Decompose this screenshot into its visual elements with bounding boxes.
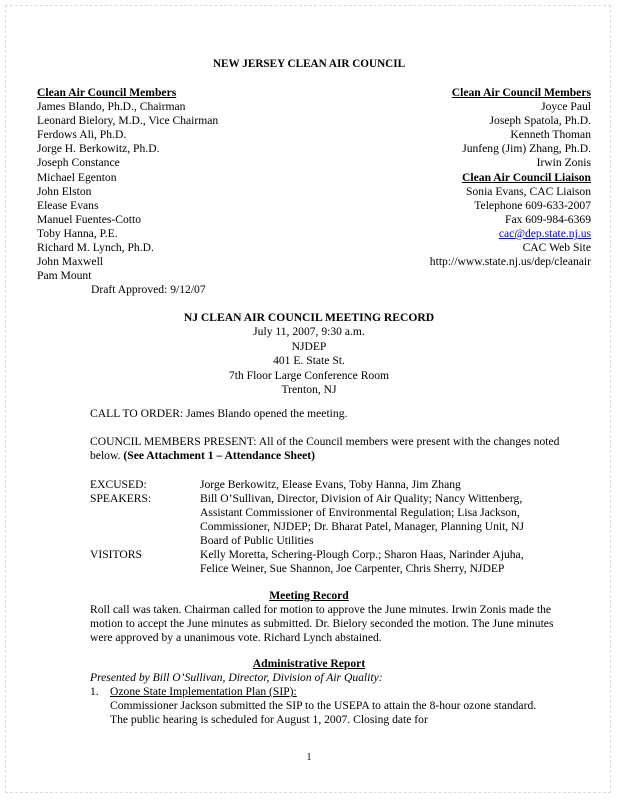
visitors-label: VISITORS: [90, 548, 142, 561]
member-name: Joseph Spatola, Ph.D.: [489, 114, 591, 128]
page-number: 1: [306, 752, 312, 763]
member-name: Leonard Bielory, M.D., Vice Chairman: [37, 114, 219, 128]
meeting-header: [0, 311, 618, 397]
excused-text: Jorge Berkowitz, Elease Evans, Toby Hanna, Jim Zhang: [200, 478, 461, 491]
liaison-name: Sonia Evans, CAC Liaison: [466, 184, 591, 198]
telephone: Telephone 609-633-2007: [474, 198, 591, 212]
right-member-column: [311, 86, 591, 269]
member-name: Michael Egenton: [37, 170, 117, 184]
member-name: Richard M. Lynch, Ph.D.: [37, 241, 154, 255]
meeting-city: Trenton, NJ: [281, 382, 337, 396]
call-to-order: CALL TO ORDER: James Blando opened the meeting.: [90, 407, 348, 420]
members-present-text: COUNCIL MEMBERS PRESENT: All of the Council members were present with the changes noted below.: [90, 435, 560, 463]
member-name: Joseph Constance: [37, 156, 120, 170]
left-members-heading: Clean Air Council Members: [37, 86, 177, 99]
member-name: Joyce Paul: [541, 100, 591, 114]
member-name: John Maxwell: [37, 255, 104, 269]
left-member-column: [37, 86, 297, 297]
item-number: 1.: [90, 685, 99, 698]
member-name: Pam Mount: [37, 269, 92, 283]
web-site-url[interactable]: http://www.state.nj.us/dep/cleanair: [429, 255, 591, 269]
member-name: James Blando, Ph.D., Chairman: [37, 100, 186, 114]
email-link[interactable]: cac@dep.state.nj.us: [498, 226, 591, 240]
record-title: NJ CLEAN AIR COUNCIL MEETING RECORD: [183, 311, 435, 324]
meeting-date: July 11, 2007, 9:30 a.m.: [253, 325, 365, 339]
member-name: Irwin Zonis: [536, 156, 591, 170]
member-name: John Elston: [37, 184, 92, 198]
liaison-heading: Clean Air Council Liaison: [462, 170, 591, 184]
member-name: Junfeng (Jim) Zhang, Ph.D.: [462, 142, 591, 156]
member-name: Elease Evans: [37, 198, 99, 212]
excused-label: EXCUSED:: [90, 478, 147, 491]
draft-approved-note: Draft Approved: 9/12/07: [91, 283, 206, 297]
item-title: Ozone State Implementation Plan (SIP):: [110, 685, 297, 698]
meeting-record-text: Roll call was taken. Chairman called for motion to approve the June minutes. Irwin Zonis made the motion to accept the June minutes as submitted. Dr. Bielory seconded the motion. The June minutes were approved by a unanimous vote. Richard Lynch abstained.: [90, 603, 554, 645]
member-name: Ferdows Ali, Ph.D.: [37, 128, 127, 142]
org-title: NEW JERSEY CLEAN AIR COUNCIL: [212, 58, 406, 70]
speakers-text: Bill O’Sullivan, Director, Division of Air Quality; Nancy Wittenberg, Assistant Commissioner of Environmental Regulation; Lisa Jackson, Commissioner, NJDEP; Dr. Bharat Patel, Manager, Planning Unit, NJ Board of Public Utilities: [200, 492, 524, 548]
visitors-text: Kelly Moretta, Schering-Plough Corp.; Sharon Haas, Narinder Ajuha, Felice Weiner, Sue Shannon, Joe Carpenter, Chris Sherry, NJDEP: [200, 548, 524, 576]
fax: Fax 609-984-6369: [505, 212, 591, 226]
attendance-reference: (See Attachment 1 – Attendance Sheet): [123, 449, 315, 463]
member-name: Jorge H. Berkowitz, Ph.D.: [37, 142, 160, 156]
member-name: Kenneth Thoman: [510, 128, 591, 142]
admin-report-heading: Administrative Report: [252, 657, 366, 670]
item-text: Commissioner Jackson submitted the SIP to the USEPA to attain the 8-hour ozone standard. The public hearing is scheduled for August 1, 2007. Closing date for: [110, 699, 537, 727]
members-present: [90, 435, 560, 463]
meeting-record-heading: Meeting Record: [269, 589, 349, 602]
presented-by: Presented by Bill O’Sullivan, Director, Division of Air Quality:: [90, 671, 383, 684]
member-name: Manuel Fuentes-Cotto: [37, 212, 142, 226]
right-members-heading: Clean Air Council Members: [451, 86, 591, 99]
meeting-org: NJDEP: [291, 339, 327, 353]
meeting-address: 401 E. State St.: [273, 354, 345, 368]
speakers-label: SPEAKERS:: [90, 492, 152, 505]
member-name: Toby Hanna, P.E.: [37, 226, 118, 240]
meeting-room: 7th Floor Large Conference Room: [228, 368, 390, 382]
web-site-label: CAC Web Site: [522, 241, 591, 255]
